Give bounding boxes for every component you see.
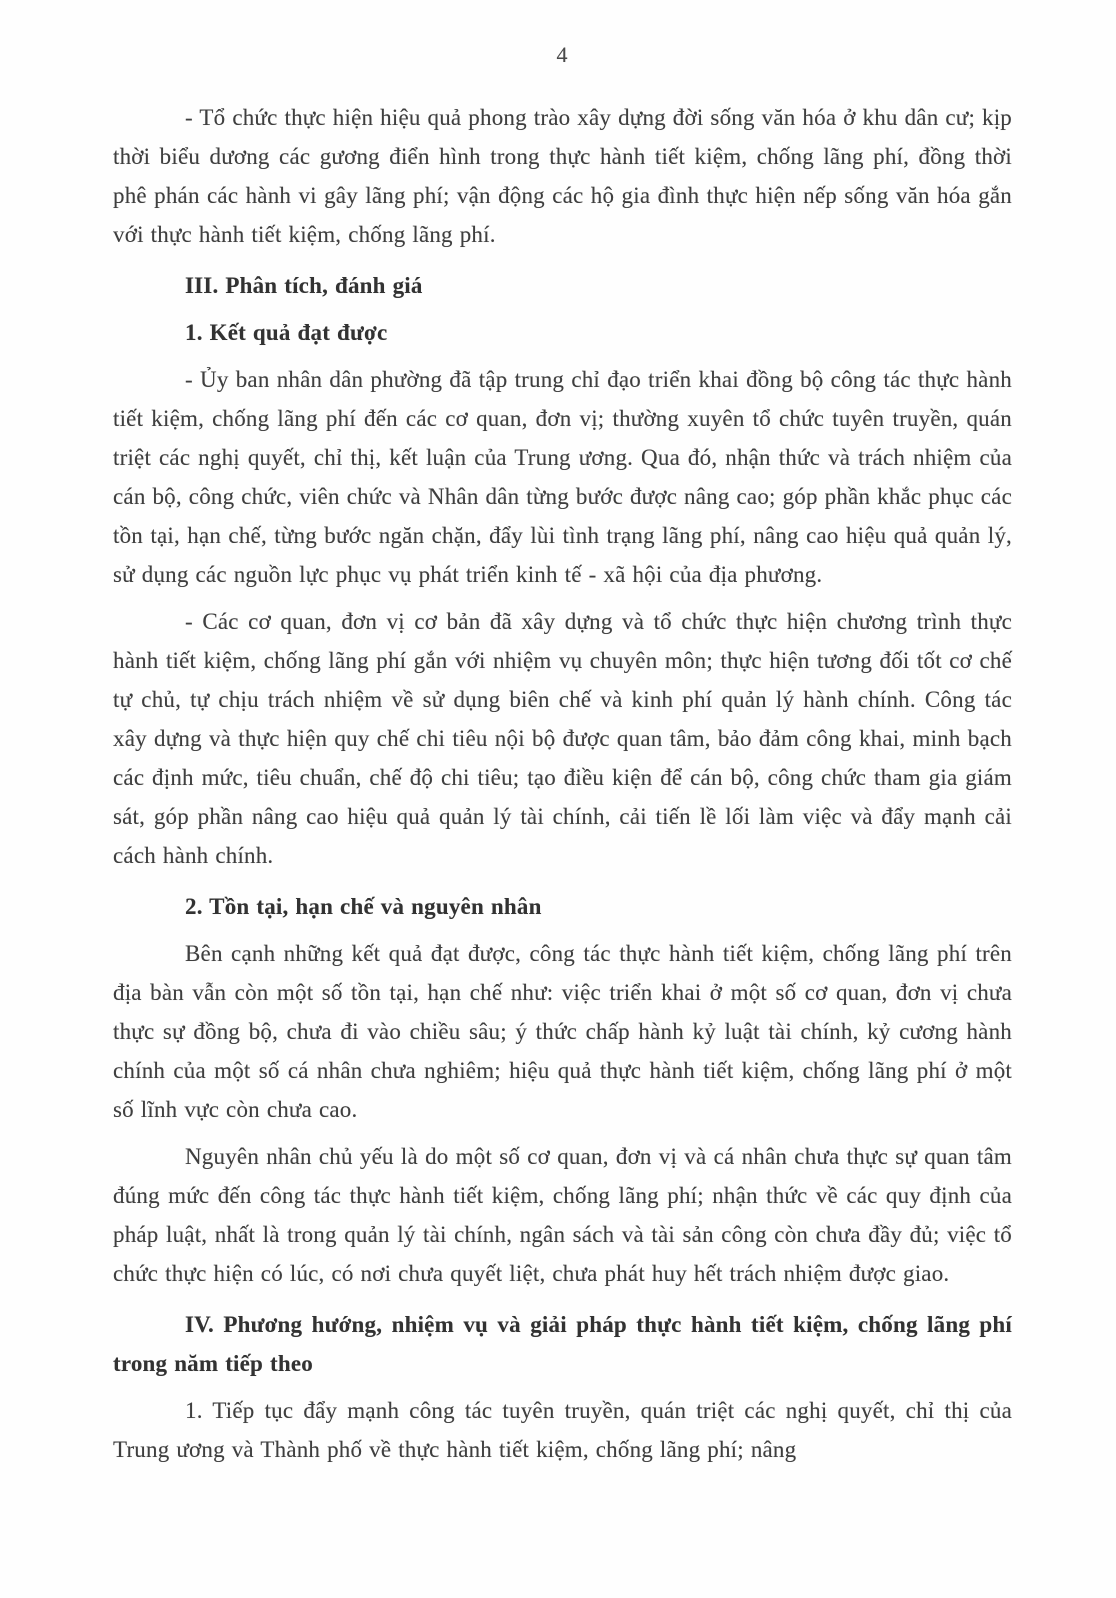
subsection-heading-limitations: 2. Tồn tại, hạn chế và nguyên nhân <box>185 894 542 919</box>
section-heading-analysis: III. Phân tích, đánh giá <box>185 273 423 298</box>
subsection-heading-results: 1. Kết quả đạt được <box>185 320 388 345</box>
paragraph-agencies-programs: - Các cơ quan, đơn vị cơ bản đã xây dựng và tổ chức thực hiện chương trình thực hành tiết kiệm, chống lãng phí gắn với nhiệm vụ chuyên môn; thực hiện tương đối tốt cơ chế tự chủ, tự chịu trách nhiệm về sử dụng biên chế và kinh phí quản lý hành chính. Công tác xây dựng và thực hiện quy chế chi tiêu nội bộ được quan tâm, bảo đảm công khai, minh bạch các định mức, tiêu chuẩn, chế độ chi tiêu; tạo điều kiện để cán bộ, công chức tham gia giám sát, góp phần nâng cao hiệu quả quản lý tài chính, cải tiến lề lối làm việc và đẩy mạnh cải cách hành chính. <box>113 609 1012 868</box>
paragraph-peoples-committee-results: - Ủy ban nhân dân phường đã tập trung chỉ đạo triển khai đồng bộ công tác thực hành tiết kiệm, chống lãng phí đến các cơ quan, đơn vị; thường xuyên tổ chức tuyên truyền, quán triệt các nghị quyết, chỉ thị, kết luận của Trung ương. Qua đó, nhận thức và trách nhiệm của cán bộ, công chức, viên chức và Nhân dân từng bước được nâng cao; góp phần khắc phục các tồn tại, hạn chế, từng bước ngăn chặn, đẩy lùi tình trạng lãng phí, nâng cao hiệu quả quản lý, sử dụng các nguồn lực phục vụ phát triển kinh tế - xã hội của địa phương. <box>113 367 1012 587</box>
paragraph-causes: Nguyên nhân chủ yếu là do một số cơ quan, đơn vị và cá nhân chưa thực sự quan tâm đúng mức đến công tác thực hành tiết kiệm, chống lãng phí; nhận thức về các quy định của pháp luật, nhất là trong quản lý tài chính, ngân sách và tài sản công còn chưa đầy đủ; việc tổ chức thực hiện có lúc, có nơi chưa quyết liệt, chưa phát huy hết trách nhiệm được giao. <box>113 1144 1012 1286</box>
page-number: 4 <box>556 42 569 67</box>
section-heading-directions: IV. Phương hướng, nhiệm vụ và giải pháp thực hành tiết kiệm, chống lãng phí trong năm tiếp theo <box>113 1312 1012 1376</box>
document-body <box>113 98 1012 1469</box>
paragraph-continue-propaganda: 1. Tiếp tục đẩy mạnh công tác tuyên truyền, quán triệt các nghị quyết, chỉ thị của Trung ương và Thành phố về thực hành tiết kiệm, chống lãng phí; nâng <box>113 1398 1012 1462</box>
paragraph-culture-movement: - Tổ chức thực hiện hiệu quả phong trào xây dựng đời sống văn hóa ở khu dân cư; kịp thời biểu dương các gương điển hình trong thực hành tiết kiệm, chống lãng phí, đồng thời phê phán các hành vi gây lãng phí; vận động các hộ gia đình thực hiện nếp sống văn hóa gắn với thực hành tiết kiệm, chống lãng phí. <box>113 105 1012 247</box>
paragraph-limitations: Bên cạnh những kết quả đạt được, công tác thực hành tiết kiệm, chống lãng phí trên địa bàn vẫn còn một số tồn tại, hạn chế như: việc triển khai ở một số cơ quan, đơn vị chưa thực sự đồng bộ, chưa đi vào chiều sâu; ý thức chấp hành kỷ luật tài chính, kỷ cương hành chính của một số cá nhân chưa nghiêm; hiệu quả thực hành tiết kiệm, chống lãng phí ở một số lĩnh vực còn chưa cao. <box>113 941 1012 1122</box>
